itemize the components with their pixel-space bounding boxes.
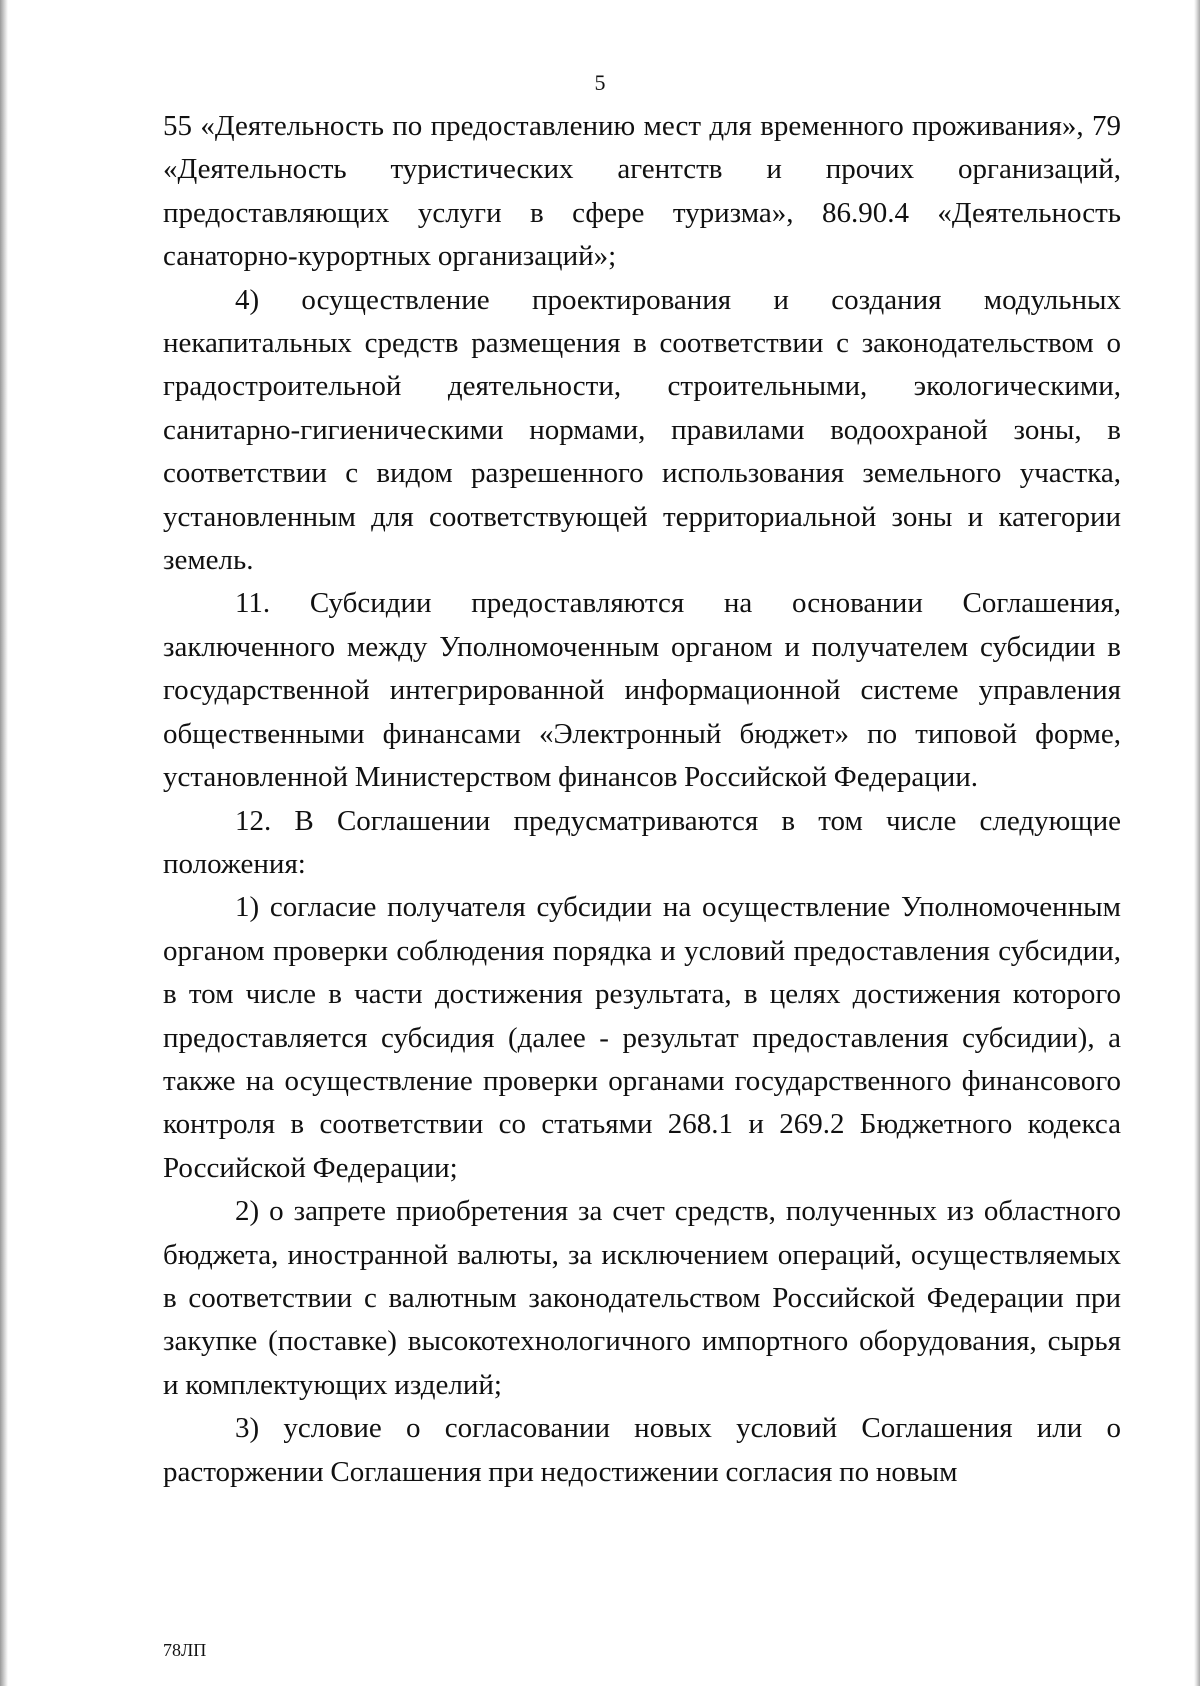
paragraph-item-1: 1) согласие получателя субсидии на осуществление Уполномоченным органом проверки соблюдения порядка и условий предоставления субсидии, в том числе в части достижения результата, в целях достижения которого предоставляется субсидия (далее - результат предоставления субсидии), а также на осуществление проверки органами государственного финансового контроля в соответствии со статьями 268.1 и 269.2 Бюджетного кодекса Российской Федерации; — [163, 891, 1121, 1184]
footer-document-code: 78ЛП — [163, 1640, 207, 1660]
paragraph-okved-continuation: 55 «Деятельность по предоставлению мест для временного проживания», 79 «Деятельность туристических агентств и прочих организаций, предоставляющих услуги в сфере туризма», 86.90.4 «Деятельность санаторно-курортных организаций»; — [163, 110, 1121, 273]
paragraph-item-3: 3) условие о согласовании новых условий Соглашения или о расторжении Соглашения при недостижении согласия по новым — [163, 1412, 1121, 1488]
scan-edge-right — [1194, 0, 1200, 1686]
document-body — [163, 105, 1121, 1494]
paragraph-item-2: 2) о запрете приобретения за счет средств, полученных из областного бюджета, иностранной валюты, за исключением операций, осуществляемых в соответствии с валютным законодательством Российской Федерации при закупке (поставке) высокотехнологичного импортного оборудования, сырья и комплектующих изделий; — [163, 1195, 1121, 1401]
paragraph-clause-11: 11. Субсидии предоставляются на основании Соглашения, заключенного между Уполномоченным органом и получателем субсидии в государственной интегрированной информационной системе управления общественными финансами «Электронный бюджет» по типовой форме, установленной Министерством финансов Российской Федерации. — [163, 587, 1121, 794]
scan-edge-left — [0, 0, 8, 1686]
paragraph-item-4: 4) осуществление проектирования и создания модульных некапитальных средств размещения в соответствии с законодательством о градостроительной деятельности, строительными, экологическими, санитарно-гигиеническими нормами, правилами водоохраной зоны, в соответствии с видом разрешенного использования земельного участка, установленным для соответствующей территориальной зоны и категории земель. — [163, 283, 1121, 577]
paragraph-clause-12: 12. В Соглашении предусматриваются в том числе следующие положения: — [163, 804, 1121, 880]
page-number: 5 — [594, 70, 606, 95]
